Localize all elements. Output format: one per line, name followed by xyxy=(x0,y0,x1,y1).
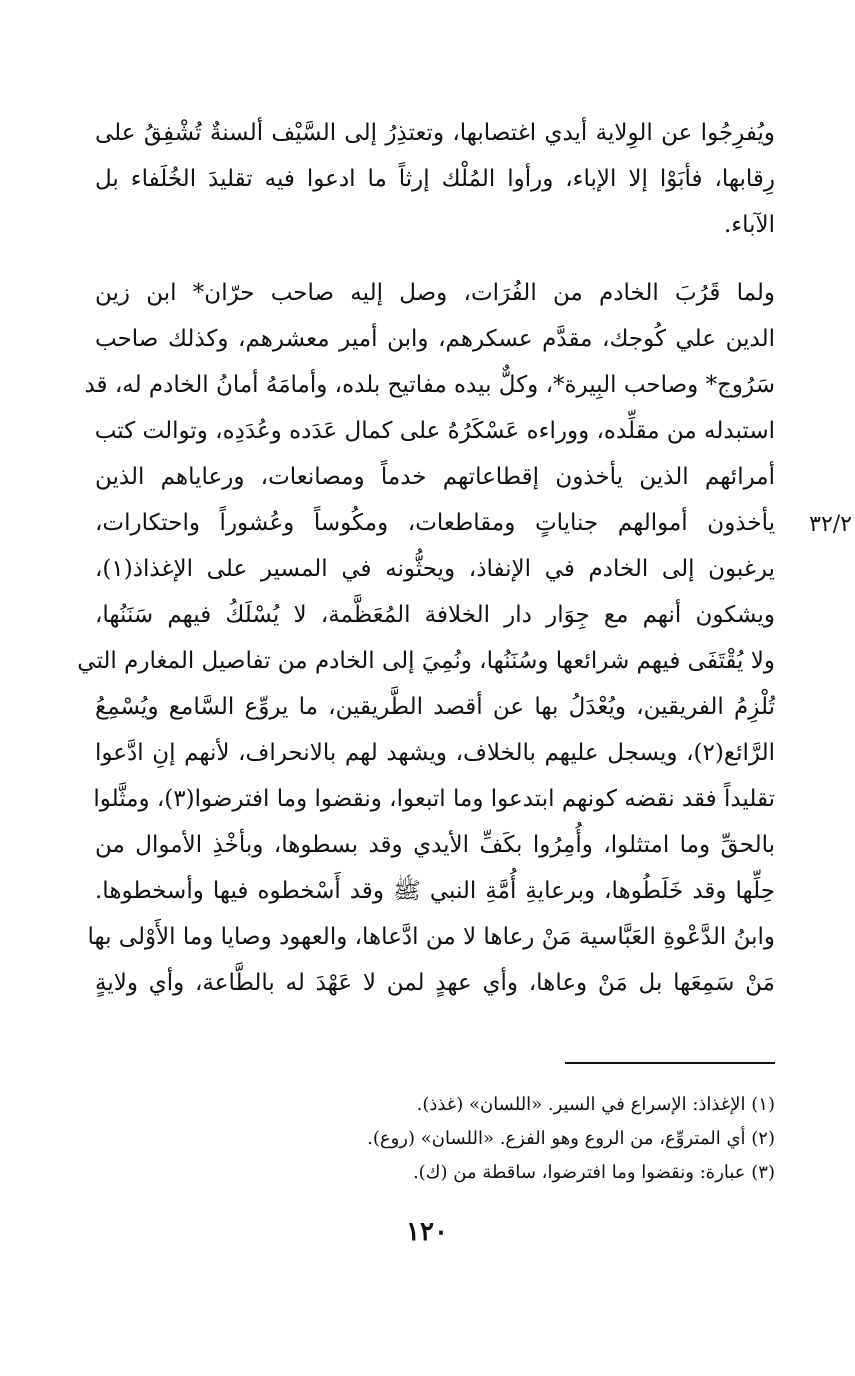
text-line: مَنْ سَمِعَها بل مَنْ وعاها، وأي عهدٍ لمن لا عَهْدَ له بالطَّاعة، وأي ولايةٍ xyxy=(95,970,775,996)
text-line: تقليداً فقد نقضه كونهم ابتدعوا وما اتبعوا، ونقضوا وما افترضوا(٣)، ومثَّلوا xyxy=(93,786,775,812)
text-line: ويُفرِجُوا عن الوِلاية أيدي اغتصابها، وتعتذِرُ إلى السَّيْف ألسنةٌ تُشْفِقُ على xyxy=(95,120,775,146)
text-line: يرغبون إلى الخادم في الإنفاذ، ويحثُّونه في المسير على الإغذاذ(١)، xyxy=(95,556,775,582)
text-line: الدين علي كُوجك، مقدَّم عسكرهم، وابن أمير معشرهم، وكذلك صاحب xyxy=(95,326,775,352)
footnote: (٢) أي المتروِّع، من الروع وهو الفزع. «اللسان» (روع). xyxy=(367,1128,775,1149)
text-line xyxy=(95,1006,775,1052)
text-line: سَرُوج* وصاحب البِيرة*، وكلٌّ بيده مفاتيح بلده، وأمامَهُ أمانُ الخادم له، قد xyxy=(84,372,775,398)
footnote-divider xyxy=(565,1062,775,1064)
text-line: ولما قَرُبَ الخادم من الفُرَات، وصل إليه صاحب حرّان* ابن زين xyxy=(95,280,775,306)
text-line: ويشكون أنهم مع جِوَار دار الخلافة المُعَظَّمة، لا يُسْلَكُ فيهم سَنَنُها، xyxy=(95,602,775,628)
text-line: تُلْزِمُ الفريقين، ويُعْدَلُ بها عن أقصد الطَّريقين، ما يروِّع السَّامع ويُسْمِعُ xyxy=(95,694,775,720)
text-line: رِقابها، فأبَوْا إلا الإباء، ورأوا المُلْك إرثاً ما ادعوا فيه تقليدَ الخُلَفاء بل xyxy=(95,166,775,192)
text-line: وابنُ الدَّعْوةِ العَبَّاسية مَنْ رعاها لا من ادَّعاها، والعهود وصايا وما الأَوْلى بها xyxy=(87,924,775,950)
text-line: ولا يُقْتَفَى فيهم شرائعها وسُنَنُها، ونُمِيَ إلى الخادم من تفاصيل المغارم التي xyxy=(77,648,775,674)
text-line: الآباء. xyxy=(723,212,775,238)
text-line: الرَّائع(٢)، ويسجل عليهم بالخلاف، ويشهد لهم بالانحراف، لأنهم إنِ ادَّعوا xyxy=(95,740,775,766)
text-line: بالحقِّ وما امتثلوا، وأُمِرُوا بكَفِّ الأيدي وقد بسطوها، وبأخْذِ الأموال من xyxy=(95,832,775,858)
text-line: حِلِّها وقد خَلَطُوها، وبرعايةِ أُمَّةِ النبي ﷺ وقد أَسْخطوه فيها وأسخطوها. xyxy=(95,878,775,904)
page-number: ١٢٠ xyxy=(406,1217,448,1247)
text-line: أمرائهم الذين يأخذون إقطاعاتهم خدماً ومصانعات، ورعاياهم الذين xyxy=(95,464,775,490)
text-line: يأخذون أموالهم جناياتٍ ومقاطعات، ومكُوساً وعُشوراً واحتكارات، xyxy=(95,510,775,536)
footnote: (٣) عبارة: ونقضوا وما افترضوا، ساقطة من (ك). xyxy=(412,1162,775,1183)
footnote: (١) الإغذاذ: الإسراع في السير. «اللسان» (غذذ). xyxy=(416,1094,775,1115)
text-line: استبدله من مقلِّده، ووراءه عَسْكَرُهُ على كمال عَدَده وعُدَدِه، وتوالت كتب xyxy=(94,418,775,444)
margin-reference: ٣٢/٢ xyxy=(809,512,852,537)
